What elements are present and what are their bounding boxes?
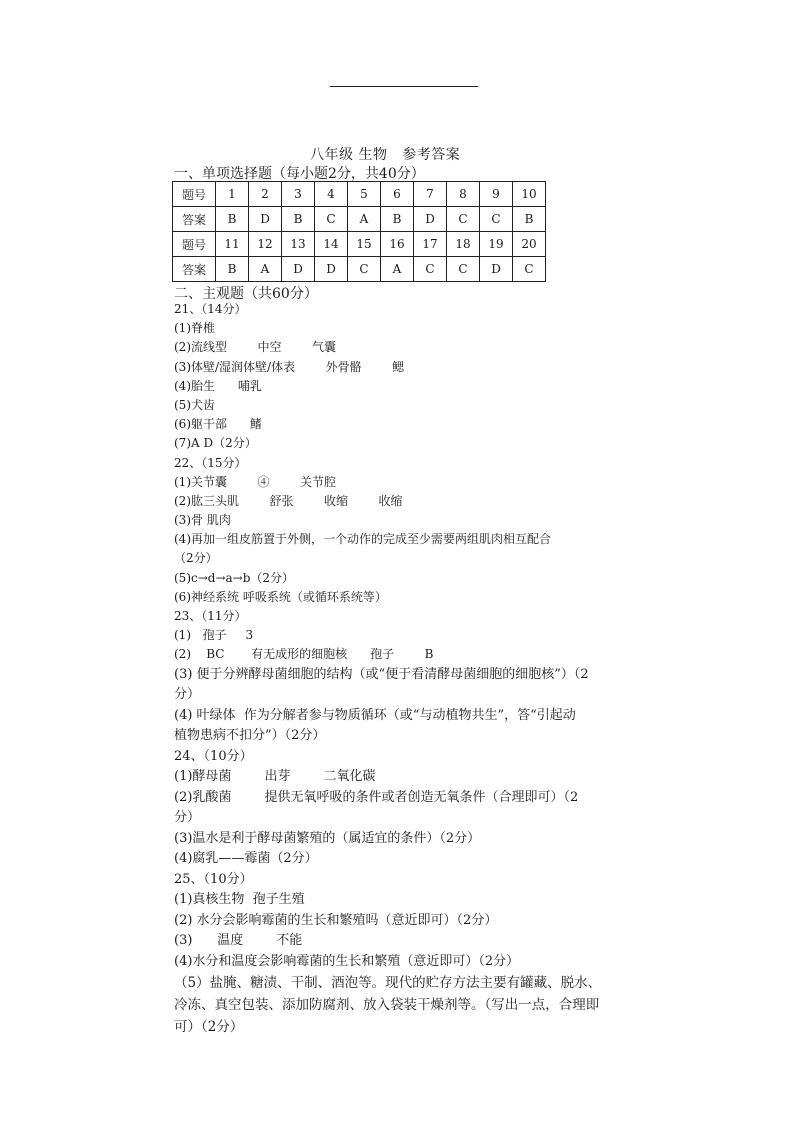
answer-line: (2)流线型 中空 气囊 (174, 340, 337, 355)
table-cell: 11 (216, 232, 249, 257)
question-heading: 25、（10分） (174, 871, 253, 887)
table-cell: C (315, 207, 348, 232)
answer-line: (3) 便于分辨酵母菌细胞的结构（或“便于看清酵母菌细胞的细胞核”）（2 (174, 666, 589, 682)
answer-line: (4)再加一组皮筋置于外侧，一个动作的完成至少需要两组肌肉相互配合 (174, 532, 552, 547)
table-cell: 7 (414, 182, 447, 207)
table-cell: C (348, 257, 381, 282)
answer-table (172, 181, 546, 282)
answer-line: (7)A D（2分） (174, 436, 257, 451)
table-cell: 6 (381, 182, 414, 207)
answer-line: （5）盐腌、糖渍、干制、酒泡等。现代的贮存方法主要有罐藏、脱水、 (174, 975, 602, 992)
table-cell: 20 (513, 232, 546, 257)
answer-line: (3)体壁/湿润体壁/体表 外骨骼 鳃 (174, 359, 405, 374)
answer-line: (3)温水是利于酵母菌繁殖的（属适宜的条件）（2分） (174, 830, 481, 846)
table-cell: C (513, 257, 546, 282)
question-heading: 23、（11分） (174, 609, 247, 623)
table-cell: D (282, 257, 315, 282)
table-cell: 4 (315, 182, 348, 207)
table-row (173, 207, 546, 232)
row-header: 题号 (173, 182, 216, 207)
table-cell: D (249, 207, 282, 232)
answer-line: (5)犬齿 (174, 397, 215, 412)
answer-line: (3)骨 肌肉 (174, 513, 231, 528)
table-cell: 12 (249, 232, 282, 257)
answer-line: 可）（2分） (174, 1019, 244, 1036)
table-cell: A (249, 257, 282, 282)
table-cell: 9 (480, 182, 513, 207)
answer-line: (2)乳酸菌 提供无氧呼吸的条件或者创造无氧条件（合理即可）（2 (174, 789, 579, 805)
table-cell: A (348, 207, 381, 232)
answer-line: (2) BC 有无成形的细胞核 孢子 B (174, 647, 434, 662)
answer-line: 冷冻、真空包装、添加防腐剂、放入袋装干燥剂等。（写出一点，合理即 (174, 997, 600, 1014)
table-cell: C (480, 207, 513, 232)
table-cell: 18 (447, 232, 480, 257)
table-cell: 13 (282, 232, 315, 257)
answer-line: (4) 叶绿体 作为分解者参与物质循环（或“与动植物共生”，答“引起动 (174, 707, 576, 723)
section-heading-choice: 一、单项选择题（每小题2分，共40分） (174, 166, 425, 182)
answer-line: (4)水分和温度会影响霉菌的生长和繁殖（意近即可）（2分） (174, 953, 520, 969)
answer-line: (4)胎生 哺乳 (174, 378, 262, 393)
question-heading: 24、（10分） (174, 748, 253, 764)
answer-line: (1)真核生物 孢子生殖 (174, 892, 305, 908)
answer-line: (2) 水分会影响霉菌的生长和繁殖吗（意近即可）（2分） (174, 912, 498, 928)
page-title: 八年级 生物 参考答案 (310, 147, 461, 163)
answer-line: (2)肱三头肌 舒张 收缩 收缩 (174, 493, 403, 508)
table-cell: B (282, 207, 315, 232)
table-cell: 2 (249, 182, 282, 207)
table-cell: 8 (447, 182, 480, 207)
table-cell: D (480, 257, 513, 282)
table-cell: 3 (282, 182, 315, 207)
table-cell: C (447, 257, 480, 282)
section-heading-subjective: 二、主观题（共60分） (174, 286, 318, 302)
answer-line: (3) 温度 不能 (174, 933, 303, 949)
table-row (173, 232, 546, 257)
table-cell: 14 (315, 232, 348, 257)
answer-line: (1) 孢子 3 (174, 628, 254, 643)
table-cell: 5 (348, 182, 381, 207)
answer-line: 分） (174, 687, 201, 703)
answer-line: (6)躯干部 鳍 (174, 417, 262, 432)
answer-line: (1)酵母菌 出芽 二氧化碳 (174, 769, 376, 785)
answer-line: 分） (174, 810, 201, 826)
table-cell: C (414, 257, 447, 282)
header-rule (330, 86, 478, 87)
question-heading: 21、（14分） (174, 302, 247, 316)
table-cell: A (381, 257, 414, 282)
question-heading: 22、（15分） (174, 455, 247, 470)
table-cell: B (513, 207, 546, 232)
table-cell: B (216, 207, 249, 232)
row-header: 题号 (173, 232, 216, 257)
row-header: 答案 (173, 207, 216, 232)
table-cell: 1 (216, 182, 249, 207)
answer-line: (4)腐乳——霉菌（2分） (174, 851, 318, 867)
table-row (173, 257, 546, 282)
answer-line: (1)关节囊 ④ 关节腔 (174, 474, 337, 489)
row-header: 答案 (173, 257, 216, 282)
table-cell: C (447, 207, 480, 232)
table-row (173, 182, 546, 207)
table-cell: D (414, 207, 447, 232)
answer-line: （2分） (174, 551, 218, 566)
table-cell: 17 (414, 232, 447, 257)
table-cell: 10 (513, 182, 546, 207)
table-cell: 15 (348, 232, 381, 257)
answer-line: (1)脊椎 (174, 321, 215, 336)
answer-lines (174, 300, 644, 1038)
table-cell: B (381, 207, 414, 232)
table-cell: 16 (381, 232, 414, 257)
table-cell: B (216, 257, 249, 282)
answer-line: (5)c→d→a→b（2分） (174, 570, 295, 585)
answer-line: 植物患病不扣分”）（2分） (174, 728, 326, 744)
answer-line: (6)神经系统 呼吸系统（或循环系统等） (174, 589, 387, 604)
table-cell: D (315, 257, 348, 282)
table-cell: 19 (480, 232, 513, 257)
